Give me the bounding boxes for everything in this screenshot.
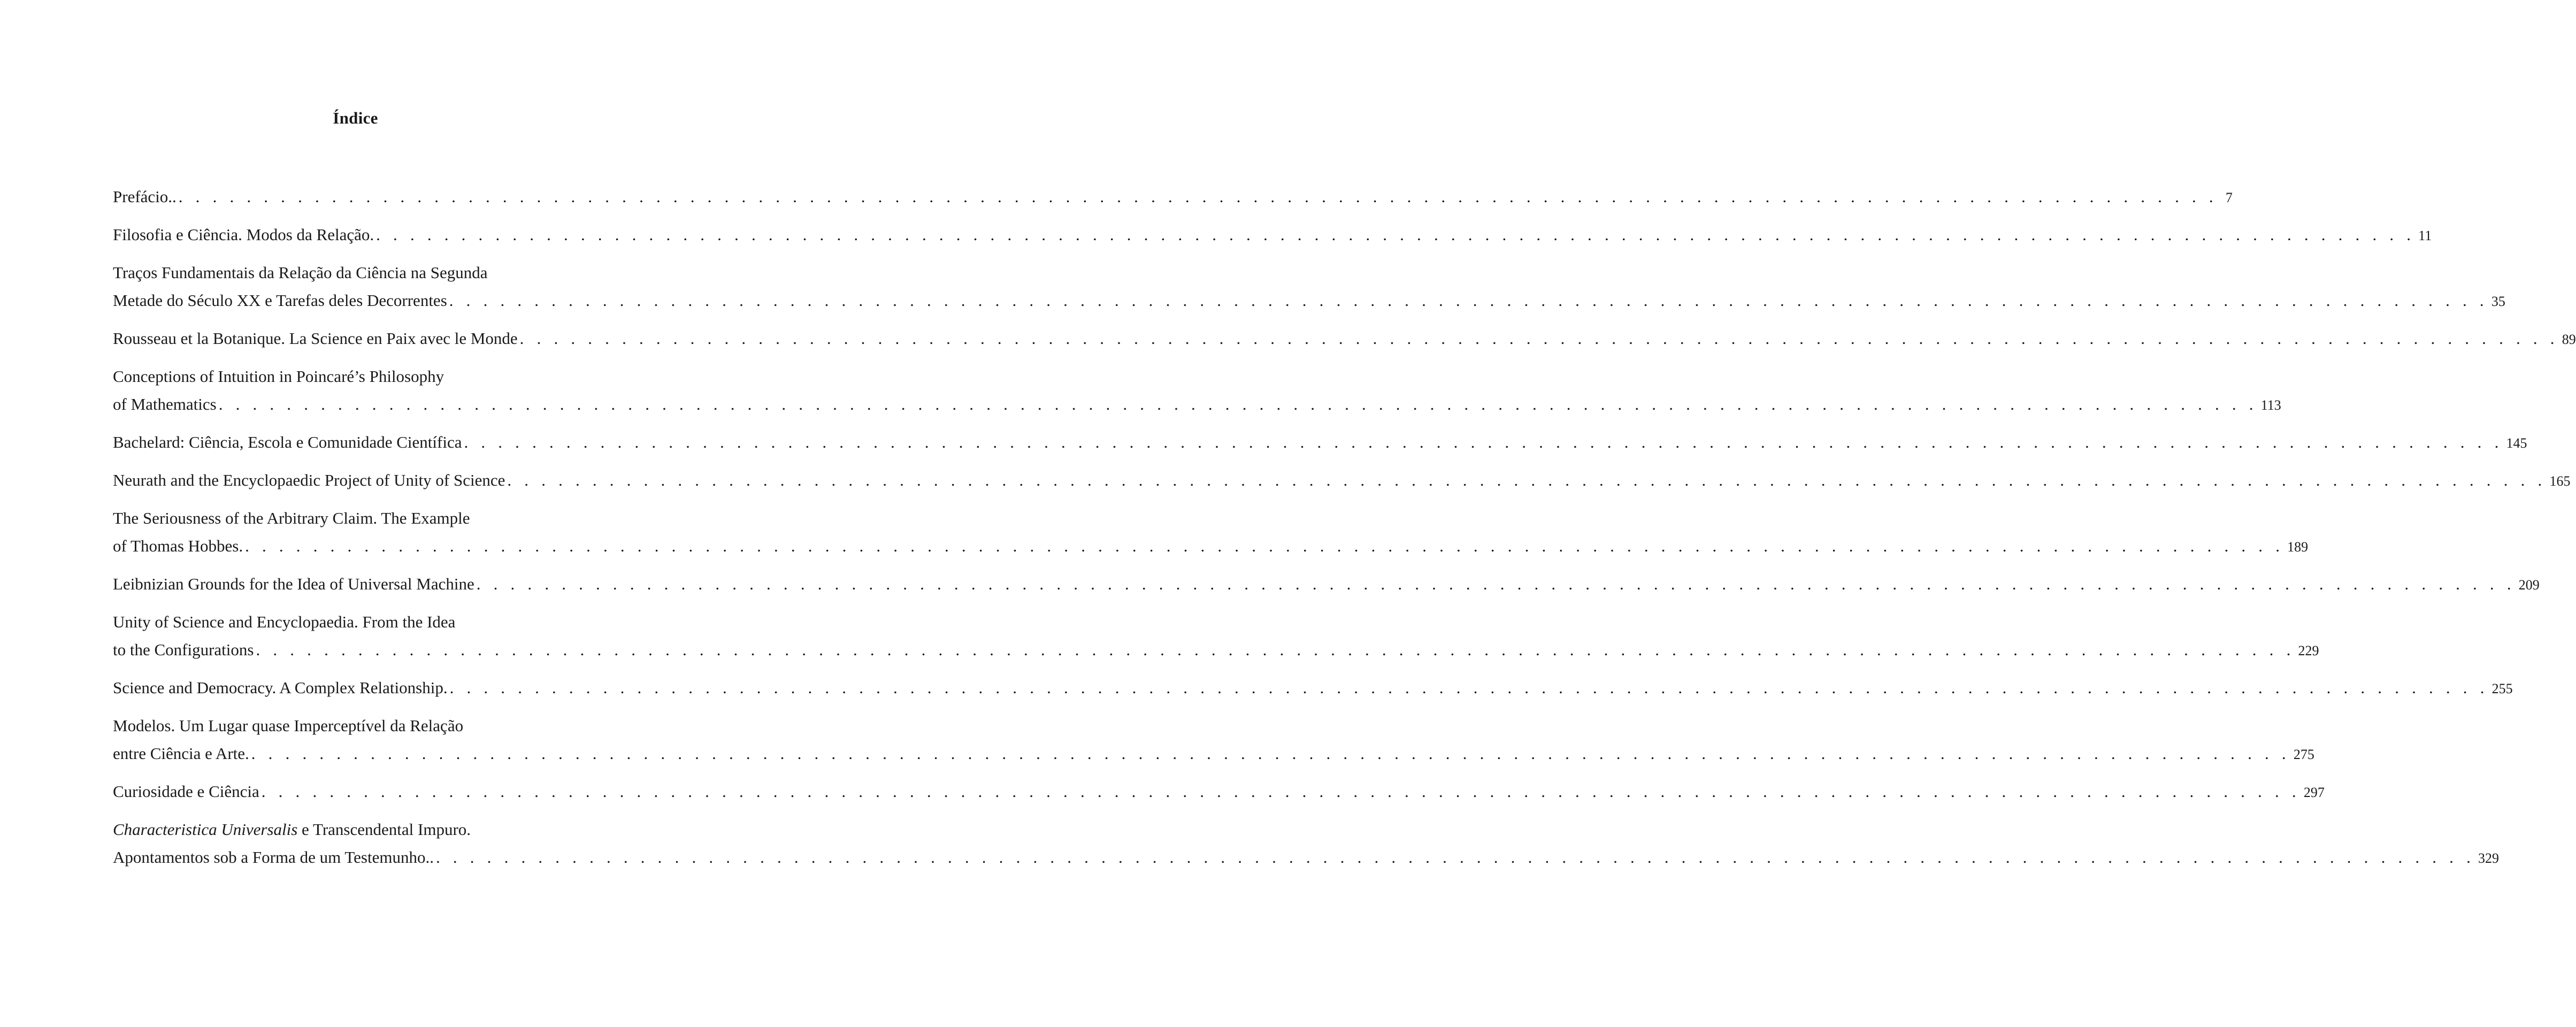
leader-dots: . . . . . . . . . . . . . . . . . . . . . . . . . . . . . . . . . . . . . . . . . . . . . . . . . . . . . . . . . . . . . . . . . . . . . . . . . . . . . . . . . . . . . . . . . . . . . . . . . . . . . . . . . . . . . . . . . . . . . . . . (376, 225, 2416, 244)
table-of-contents (113, 183, 2576, 882)
toc-entry-title-cont: entre Ciência e Arte. (113, 744, 249, 763)
toc-page-number: 229 (2298, 643, 2319, 658)
leader-dots: . . . . . . . . . . . . . . . . . . . . . . . . . . . . . . . . . . . . . . . . . . . . . . . . . . . . . . . . . . . . . . . . . . . . . . . . . . . . . . . . . . . . . . . . . . . . . . . . . . . . . . . . . . . . . . . . . . . . . . . . (507, 471, 2547, 489)
toc-entry-title: Modelos. Um Lugar quase Imperceptível da Relação (113, 716, 464, 735)
toc-entry-title: Unity of Science and Encyclopaedia. From the Idea (113, 612, 456, 631)
toc-page-number: 145 (2506, 435, 2527, 451)
toc-entry-title-cont: to the Configurations (113, 640, 254, 659)
toc-entry-title-italic: Characteristica Universalis (113, 820, 298, 839)
leader-dots: . . . . . . . . . . . . . . . . . . . . . . . . . . . . . . . . . . . . . . . . . . . . . . . . . . . . . . . . . . . . . . . . . . . . . . . . . . . . . . . . . . . . . . . . . . . . . . . . . . . . . . . . . . . . . . . . . . . . . . . . (435, 848, 2475, 867)
toc-entry-title: The Seriousness of the Arbitrary Claim. The Example (113, 509, 470, 527)
leader-dots: . . . . . . . . . . . . . . . . . . . . . . . . . . . . . . . . . . . . . . . . . . . . . . . . . . . . . . . . . . . . . . . . . . . . . . . . . . . . . . . . . . . . . . . . . . . . . . . . . . . . . . . . . . . . . . . . . . . . . . . . (449, 678, 2489, 697)
toc-page-number: 35 (2491, 294, 2505, 309)
toc-page-number: 329 (2478, 850, 2500, 866)
toc-entry-title: Curiosidade e Ciência (113, 782, 259, 801)
toc-page-number: 189 (2287, 539, 2309, 555)
leader-dots: . . . . . . . . . . . . . . . . . . . . . . . . . . . . . . . . . . . . . . . . . . . . . . . . . . . . . . . . . . . . . . . . . . . . . . . . . . . . . . . . . . . . . . . . . . . . . . . . . . . . . . . . . . . . . . . . . . . . . . . . (449, 291, 2488, 310)
toc-entry[interactable] (113, 570, 2540, 599)
toc-entry-title: Rousseau et la Botanique. La Science en Paix avec le Monde (113, 329, 518, 348)
toc-page-number: 275 (2293, 747, 2314, 762)
leader-dots: . . . . . . . . . . . . . . . . . . . . . . . . . . . . . . . . . . . . . . . . . . . . . . . . . . . . . . . . . . . . . . . . . . . . . . . . . . . . . . . . . . . . . . . . . . . . . . . . . . . . . . . . . . . . . . . . . . . . . . . . (256, 640, 2295, 659)
page-title: Índice (333, 109, 378, 127)
toc-page-number: 255 (2491, 681, 2513, 696)
leader-dots: . . . . . . . . . . . . . . . . . . . . . . . . . . . . . . . . . . . . . . . . . . . . . . . . . . . . . . . . . . . . . . . . . . . . . . . . . . . . . . . . . . . . . . . . . . . . . . . . . . . . . . . . . . . . . . . . . . . . . . . . (476, 574, 2516, 593)
toc-entry[interactable] (113, 325, 2576, 354)
leader-dots: . . . . . . . . . . . . . . . . . . . . . . . . . . . . . . . . . . . . . . . . . . . . . . . . . . . . . . . . . . . . . . . . . . . . . . . . . . . . . . . . . . . . . . . . . . . . . . . . . . . . . . . . . . . . . . . . . . . . . . . . (218, 395, 2258, 413)
toc-entry[interactable] (113, 608, 2319, 665)
toc-entry-title-cont: Metade do Século XX e Tarefas deles Decorrentes (113, 291, 447, 310)
leader-dots: . . . . . . . . . . . . . . . . . . . . . . . . . . . . . . . . . . . . . . . . . . . . . . . . . . . . . . . . . . . . . . . . . . . . . . . . . . . . . . . . . . . . . . . . . . . . . . . . . . . . . . . . . . . . . . . . . . . . . . . . (245, 537, 2284, 555)
toc-entry[interactable] (113, 259, 2505, 316)
toc-entry[interactable] (113, 183, 2233, 212)
toc-entry-title: Neurath and the Encyclopaedic Project of Unity of Science (113, 471, 505, 489)
toc-entry[interactable] (113, 466, 2571, 495)
leader-dots: . . . . . . . . . . . . . . . . . . . . . . . . . . . . . . . . . . . . . . . . . . . . . . . . . . . . . . . . . . . . . . . . . . . . . . . . . . . . . . . . . . . . . . . . . . . . . . . . . . . . . . . . . . . . . . . . . . . . . . . . (251, 744, 2290, 763)
toc-page-number: 209 (2518, 577, 2540, 593)
toc-entry-title-cont: Apontamentos sob a Forma de um Testemunho.. (113, 848, 434, 867)
toc-entry[interactable] (113, 712, 2314, 769)
toc-entry-title: Conceptions of Intuition in Poincaré’s Philosophy (113, 367, 444, 386)
leader-dots: . . . . . . . . . . . . . . . . . . . . . . . . . . . . . . . . . . . . . . . . . . . . . . . . . . . . . . . . . . . . . . . . . . . . . . . . . . . . . . . . . . . . . . . . . . . . . . . . . . . . . . . . . . . . . . . . . . . . . . . . (178, 187, 2218, 206)
toc-entry-title: Science and Democracy. A Complex Relationship. (113, 678, 448, 697)
toc-entry-title: e Transcendental Impuro. (297, 820, 471, 839)
toc-entry[interactable] (113, 363, 2281, 419)
toc-entry[interactable] (113, 504, 2309, 561)
toc-page-number: 297 (2303, 785, 2325, 800)
leader-dots: . . . . . . . . . . . . . . . . . . . . . . . . . . . . . . . . . . . . . . . . . . . . . . . . . . . . . . . . . . . . . . . . . . . . . . . . . . . . . . . . . . . . . . . . . . . . . . . . . . . . . . . . . . . . . . . . . . . . . . . . (464, 433, 2503, 451)
toc-entry[interactable] (113, 428, 2527, 457)
leader-dots: . . . . . . . . . . . . . . . . . . . . . . . . . . . . . . . . . . . . . . . . . . . . . . . . . . . . . . . . . . . . . . . . . . . . . . . . . . . . . . . . . . . . . . . . . . . . . . . . . . . . . . . . . . . . . . . . . . . . . . . . (261, 782, 2301, 801)
toc-entry-title-cont: of Mathematics (113, 395, 217, 413)
toc-entry-title: Filosofia e Ciência. Modos da Relação. (113, 225, 374, 244)
toc-entry-title: Bachelard: Ciência, Escola e Comunidade Científica (113, 433, 462, 451)
toc-entry[interactable] (113, 674, 2513, 703)
toc-page-number: 7 (2225, 190, 2233, 205)
leader-dots: . . . . . . . . . . . . . . . . . . . . . . . . . . . . . . . . . . . . . . . . . . . . . . . . . . . . . . . . . . . . . . . . . . . . . . . . . . . . . . . . . . . . . . . . . . . . . . . . . . . . . . . . . . . . . . . . . . . . . . . . (519, 329, 2559, 348)
toc-entry[interactable] (113, 816, 2500, 872)
toc-entry[interactable] (113, 778, 2325, 807)
toc-entry-title: Prefácio.. (113, 187, 177, 206)
toc-page-number: 11 (2418, 228, 2432, 243)
toc-page-number: 89 (2562, 332, 2576, 347)
toc-entry-title: Leibnizian Grounds for the Idea of Universal Machine (113, 574, 474, 593)
toc-entry-title: Traços Fundamentais da Relação da Ciência na Segunda (113, 263, 488, 282)
toc-entry[interactable] (113, 221, 2432, 250)
toc-page-number: 165 (2549, 473, 2571, 489)
toc-page-number: 113 (2260, 397, 2281, 413)
toc-entry-title-cont: of Thomas Hobbes. (113, 537, 243, 555)
